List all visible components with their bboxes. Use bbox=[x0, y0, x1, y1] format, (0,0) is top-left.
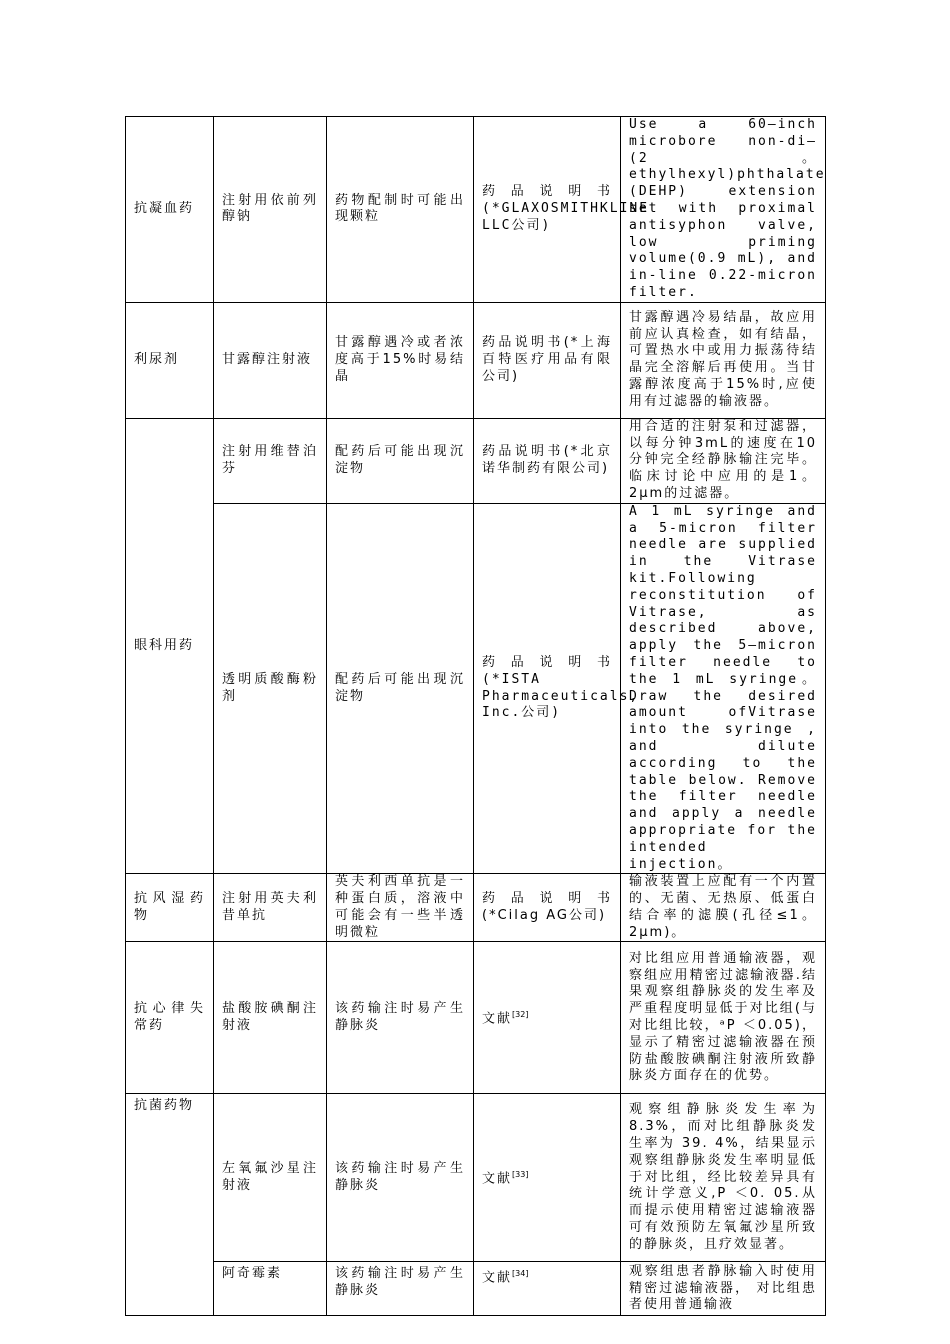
source-text: 文献 bbox=[482, 1171, 513, 1187]
drug-cell: 盐酸胺碘酮注射液 bbox=[214, 942, 327, 1094]
issue-cell: 配药后可能出现沉淀物 bbox=[327, 418, 474, 503]
table-row bbox=[126, 302, 826, 418]
table-row bbox=[126, 1262, 826, 1316]
source-text: 文献 bbox=[482, 1011, 513, 1027]
source-cell bbox=[474, 942, 621, 1094]
issue-cell: 该药输注时易产生静脉炎 bbox=[327, 942, 474, 1094]
issue-cell: 配药后可能出现沉淀物 bbox=[327, 503, 474, 874]
table-row bbox=[126, 117, 826, 303]
reference-mark: [32] bbox=[512, 1010, 529, 1020]
reference-mark: [33] bbox=[512, 1170, 529, 1180]
table-row bbox=[126, 1094, 826, 1262]
category-cell: 抗菌药物 bbox=[126, 1094, 214, 1316]
note-cell: A 1 mL syringe and a 5-micron filter needle are supplied in the Vitrase kit.Following reconstitution of Vitrase, as described above, apply the 5—micron filter needle to the 1 mL syringe。Draw the desired amount ofVitrase into the syringe , and dilute according to the table below. Remove the filter needle and apply a needle appropriate for the intended injection。 bbox=[621, 503, 826, 874]
table-row bbox=[126, 874, 826, 942]
source-cell bbox=[474, 1094, 621, 1262]
note-cell: 用合适的注射泵和过滤器，以每分钟3mL的速度在10分钟完全经静脉输注完毕。临床讨论中应用的是1。2μm的过滤器。 bbox=[621, 418, 826, 503]
source-cell: 药品说明书(*Cilag AG公司) bbox=[474, 874, 621, 942]
note-cell: 观察组患者静脉输入时使用精密过滤输液器， 对比组患者使用普通输液 bbox=[621, 1262, 826, 1316]
category-cell: 利尿剂 bbox=[126, 302, 214, 418]
drug-cell: 注射用英夫利昔单抗 bbox=[214, 874, 327, 942]
drug-filter-table bbox=[125, 116, 826, 1316]
source-cell bbox=[474, 1262, 621, 1316]
source-cell: 药品说明书(*ISTA Pharmaceuticals, Inc.公司) bbox=[474, 503, 621, 874]
category-cell: 抗风湿药物 bbox=[126, 874, 214, 942]
source-cell: 药品说明书(*GLAXOSMITHKLINE LLC公司) bbox=[474, 117, 621, 303]
category-cell: 抗心律失常药 bbox=[126, 942, 214, 1094]
drug-cell: 注射用依前列醇钠 bbox=[214, 117, 327, 303]
table-row bbox=[126, 418, 826, 503]
drug-cell: 左氧氟沙星注射液 bbox=[214, 1094, 327, 1262]
note-cell: 对比组应用普通输液器，观察组应用精密过滤输液器.结果观察组静脉炎的发生率及严重程度明显低于对比组(与对比组比较，ᵃP ＜0.05)， 显示了精密过滤输液器在预防盐酸胺碘酮注射液所致静脉炎方面存在的优势。 bbox=[621, 942, 826, 1094]
issue-cell: 药物配制时可能出现颗粒 bbox=[327, 117, 474, 303]
note-cell: Use a 60—inch microbore non-di—(2。ethylhexyl)phthalate (DEHP) extension set with proximal antisyphon valve, low priming volume(0.9 mL), and in-line 0.22-micron filter. bbox=[621, 117, 826, 303]
issue-cell: 该药输注时易产生静脉炎 bbox=[327, 1262, 474, 1316]
category-cell: 抗凝血药 bbox=[126, 117, 214, 303]
source-cell: 药品说明书(*北京诺华制药有限公司) bbox=[474, 418, 621, 503]
drug-cell: 注射用维替泊芬 bbox=[214, 418, 327, 503]
table-row bbox=[126, 503, 826, 874]
note-cell: 观察组静脉炎发生率为8.3%，而对比组静脉炎发生率为 39. 4%，结果显示观察组静脉炎发生率明显低于对比组，经比较差异具有统计学意义,P ＜0. 05.从而提示使用精密过滤输液器可有效预防左氧氟沙星所致的静脉炎，且疗效显著。 bbox=[621, 1094, 826, 1262]
issue-cell: 英夫利西单抗是一种蛋白质，溶液中可能会有一些半透明微粒 bbox=[327, 874, 474, 942]
drug-cell: 阿奇霉素 bbox=[214, 1262, 327, 1316]
issue-cell: 该药输注时易产生静脉炎 bbox=[327, 1094, 474, 1262]
reference-mark: [34] bbox=[512, 1269, 529, 1279]
category-cell: 眼科用药 bbox=[126, 418, 214, 874]
source-text: 文献 bbox=[482, 1270, 513, 1286]
drug-cell: 透明质酸酶粉剂 bbox=[214, 503, 327, 874]
note-cell: 甘露醇遇冷易结晶，故应用前应认真检查，如有结晶，可置热水中或用力振荡待结晶完全溶解后再使用。当甘露醇浓度高于15%时,应使用有过滤器的输液器。 bbox=[621, 302, 826, 418]
source-cell: 药品说明书(*上海百特医疗用品有限公司) bbox=[474, 302, 621, 418]
drug-cell: 甘露醇注射液 bbox=[214, 302, 327, 418]
issue-cell: 甘露醇遇冷或者浓度高于15%时易结晶 bbox=[327, 302, 474, 418]
note-cell: 输液装置上应配有一个内置的、无菌、无热原、低蛋白结合率的滤膜(孔径≤1。2μm)。 bbox=[621, 874, 826, 942]
table-row bbox=[126, 942, 826, 1094]
